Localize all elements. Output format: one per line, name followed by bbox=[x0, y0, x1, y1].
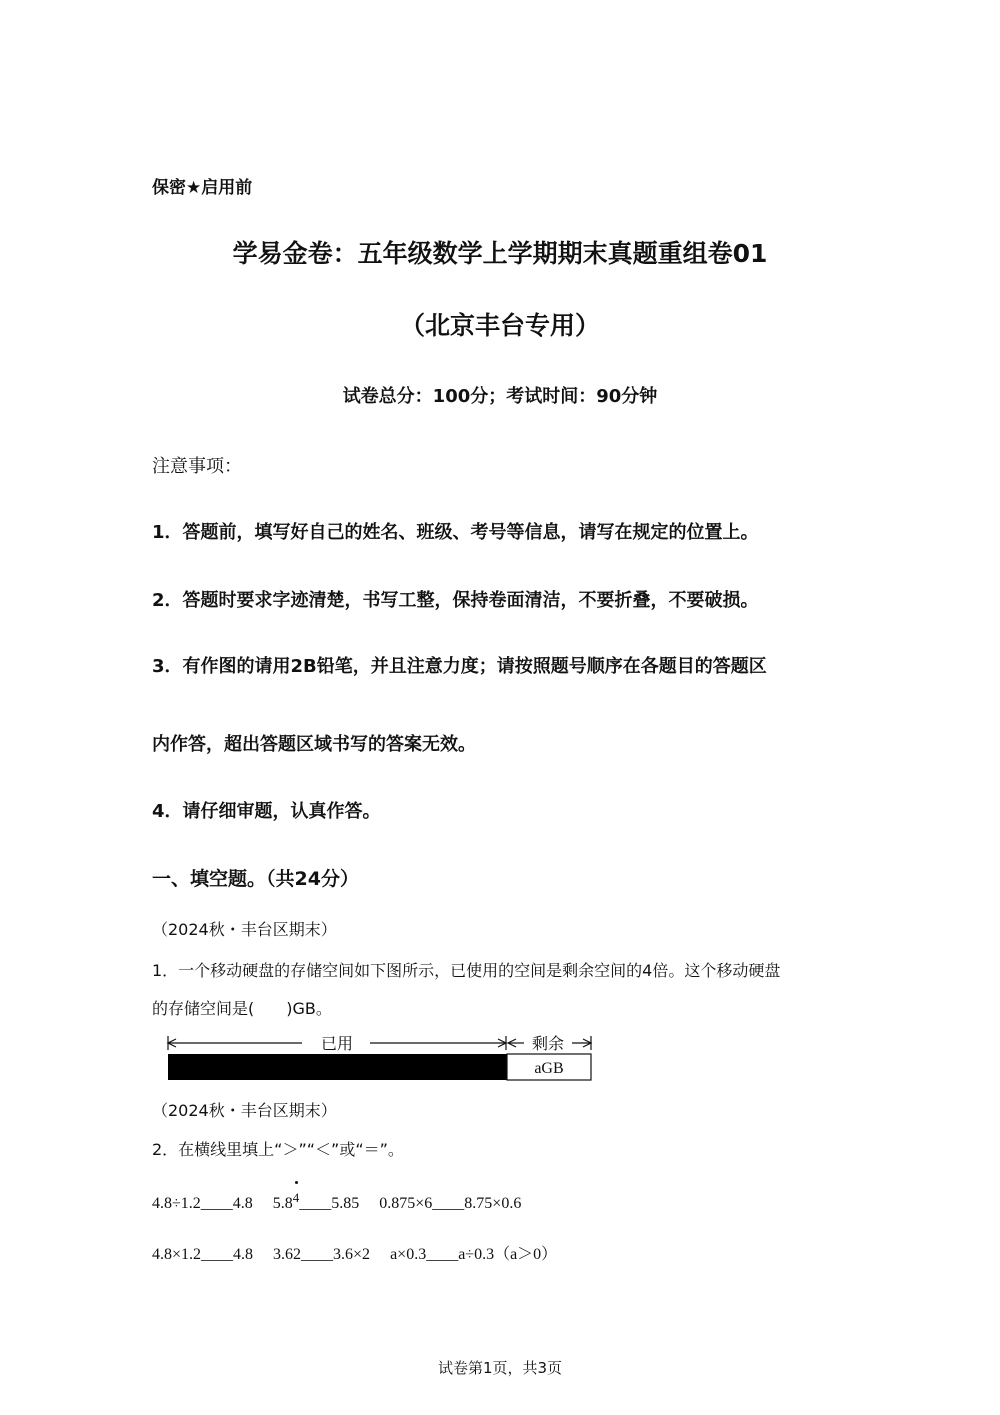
page-subtitle: （北京丰台专用） bbox=[399, 311, 600, 340]
remaining-label: 剩余 bbox=[531, 1034, 565, 1053]
question-2-source: （2024秋・丰台区期末） bbox=[152, 1101, 337, 1120]
comparison-1a: 4.8÷1.2____4.8 bbox=[152, 1195, 253, 1212]
question-2-stem: 2．在横线里填上“＞”“＜”或“＝”。 bbox=[152, 1140, 404, 1159]
page-title: 学易金卷：五年级数学上学期期末真题重组卷01 bbox=[232, 239, 768, 268]
confidential-mark: 保密★启用前 bbox=[152, 178, 253, 198]
section-heading-fill-in: 一、填空题。（共24分） bbox=[152, 868, 359, 890]
page-footer: 试卷第1页，共3页 bbox=[437, 1359, 563, 1377]
comparison-2b: 3.62____3.6×2 bbox=[273, 1246, 371, 1263]
comparison-1c: 0.875×6____8.75×0.6 bbox=[379, 1195, 522, 1212]
comparison-row-1 bbox=[152, 1190, 521, 1213]
notice-rule-3-continued: 内作答，超出答题区域书写的答案无效。 bbox=[152, 734, 476, 755]
notice-rule-2: 2．答题时要求字迹清楚，书写工整，保持卷面清洁，不要折叠，不要破损。 bbox=[152, 590, 759, 611]
notice-heading: 注意事项： bbox=[152, 456, 242, 477]
score-time-info: 试卷总分：100分；考试时间：90分钟 bbox=[342, 386, 658, 407]
notice-rule-4: 4．请仔细审题，认真作答。 bbox=[152, 801, 381, 822]
notice-rule-1: 1．答题前，填写好自己的姓名、班级、考号等信息，请写在规定的位置上。 bbox=[152, 522, 759, 543]
notice-rule-3: 3．有作图的请用2B铅笔，并且注意力度；请按照题号顺序在各题目的答题区 bbox=[152, 656, 767, 677]
storage-bar-diagram bbox=[162, 1030, 602, 1086]
repeating-digit: 4 bbox=[292, 1190, 300, 1205]
comparison-2c: a×0.3____a÷0.3（a＞0） bbox=[390, 1246, 558, 1263]
comparison-1b: 5.84____5.85 bbox=[272, 1190, 360, 1212]
comparison-row-2 bbox=[152, 1241, 557, 1264]
question-1-stem: 1．一个移动硬盘的存储空间如下图所示，已使用的空间是剩余空间的4倍。这个移动硬盘 bbox=[152, 961, 781, 980]
used-bar bbox=[168, 1054, 507, 1080]
remaining-box-label: aGB bbox=[534, 1060, 564, 1077]
question-1-stem-continued: 的存储空间是( )GB。 bbox=[152, 999, 332, 1018]
used-label: 已用 bbox=[320, 1034, 354, 1053]
question-1-source: （2024秋・丰台区期末） bbox=[152, 920, 337, 939]
comparison-2a: 4.8×1.2____4.8 bbox=[152, 1246, 254, 1263]
